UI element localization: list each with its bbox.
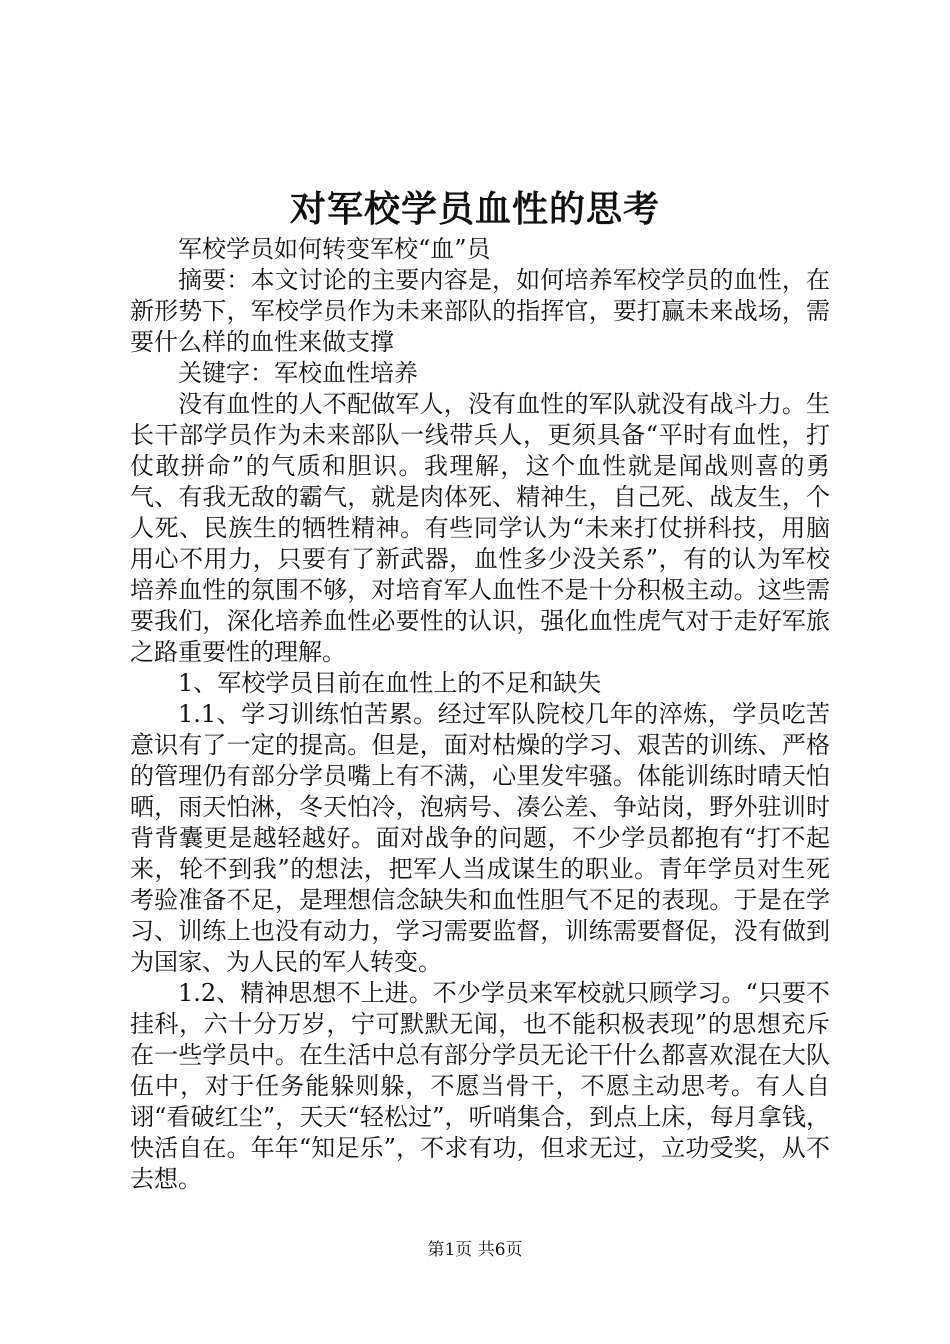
body-paragraph: 1.1、学习训练怕苦累。经过军队院校几年的淬炼，学员吃苦意识有了一定的提高。但是，面对枯燥的学习、艰苦的训练、严格的管理仍有部分学员嘴上有不满，心里发牢骚。体能训练时晴天怕晒，雨天怕淋，冬天怕冷，泡病号、凑公差、争站岗，野外驻训时背背囊更是越轻越好。面对战争的问题，不少学员都抱有“打不起来，轮不到我”的想法，把军人当成谋生的职业。青年学员对生死考验准备不足，是理想信念缺失和血性胆气不足的表现。于是在学习、训练上也没有动力，学习需要监督，训练需要督促，没有做到为国家、为人民的军人转变。 [130,700,830,976]
body-paragraph: 没有血性的人不配做军人，没有血性的军队就没有战斗力。生长干部学员作为未来部队一线带兵人，更须具备“平时有血性，打仗敢拼命”的气质和胆识。我理解，这个血性就是闻战则喜的勇气、有我无敌的霸气，就是肉体死、精神生，自己死、战友生，个人死、民族生的牺牲精神。有些同学认为“未来打仗拼科技，用脑用心不用力，只要有了新武器，血性多少没关系”，有的认为军校培养血性的氛围不够，对培育军人血性不是十分积极主动。这些需要我们，深化培养血性必要性的认识，强化血性虎气对于走好军旅之路重要性的理解。 [130,390,830,666]
document-body [130,234,830,1195]
body-paragraph: 1.2、精神思想不上进。不少学员来军校就只顾学习。“只要不挂科，六十分万岁，宁可默默无闻，也不能积极表现”的思想充斥在一些学员中。在生活中总有部分学员无论干什么都喜欢混在大队伍中，对于任务能躲则躲，不愿当骨干，不愿主动思考。有人自诩“看破红尘”，天天“轻松过”，听哨集合，到点上床，每月拿钱，快活自在。年年“知足乐”，不求有功，但求无过，立功受奖，从不去想。 [130,979,830,1193]
document-title: 对军校学员血性的思考 [289,188,660,230]
abstract-paragraph: 摘要：本文讨论的主要内容是，如何培养军校学员的血性，在新形势下，军校学员作为未来部队的指挥官，要打赢未来战场，需要什么样的血性来做支撑 [130,266,830,356]
section-heading: 1、军校学员目前在血性上的不足和缺失 [178,669,602,697]
subtitle-paragraph: 军校学员如何转变军校“血”员 [178,235,491,263]
keywords-paragraph: 关键字：军校血性培养 [178,359,418,387]
page-footer: 第1页 共6页 [427,1240,523,1260]
